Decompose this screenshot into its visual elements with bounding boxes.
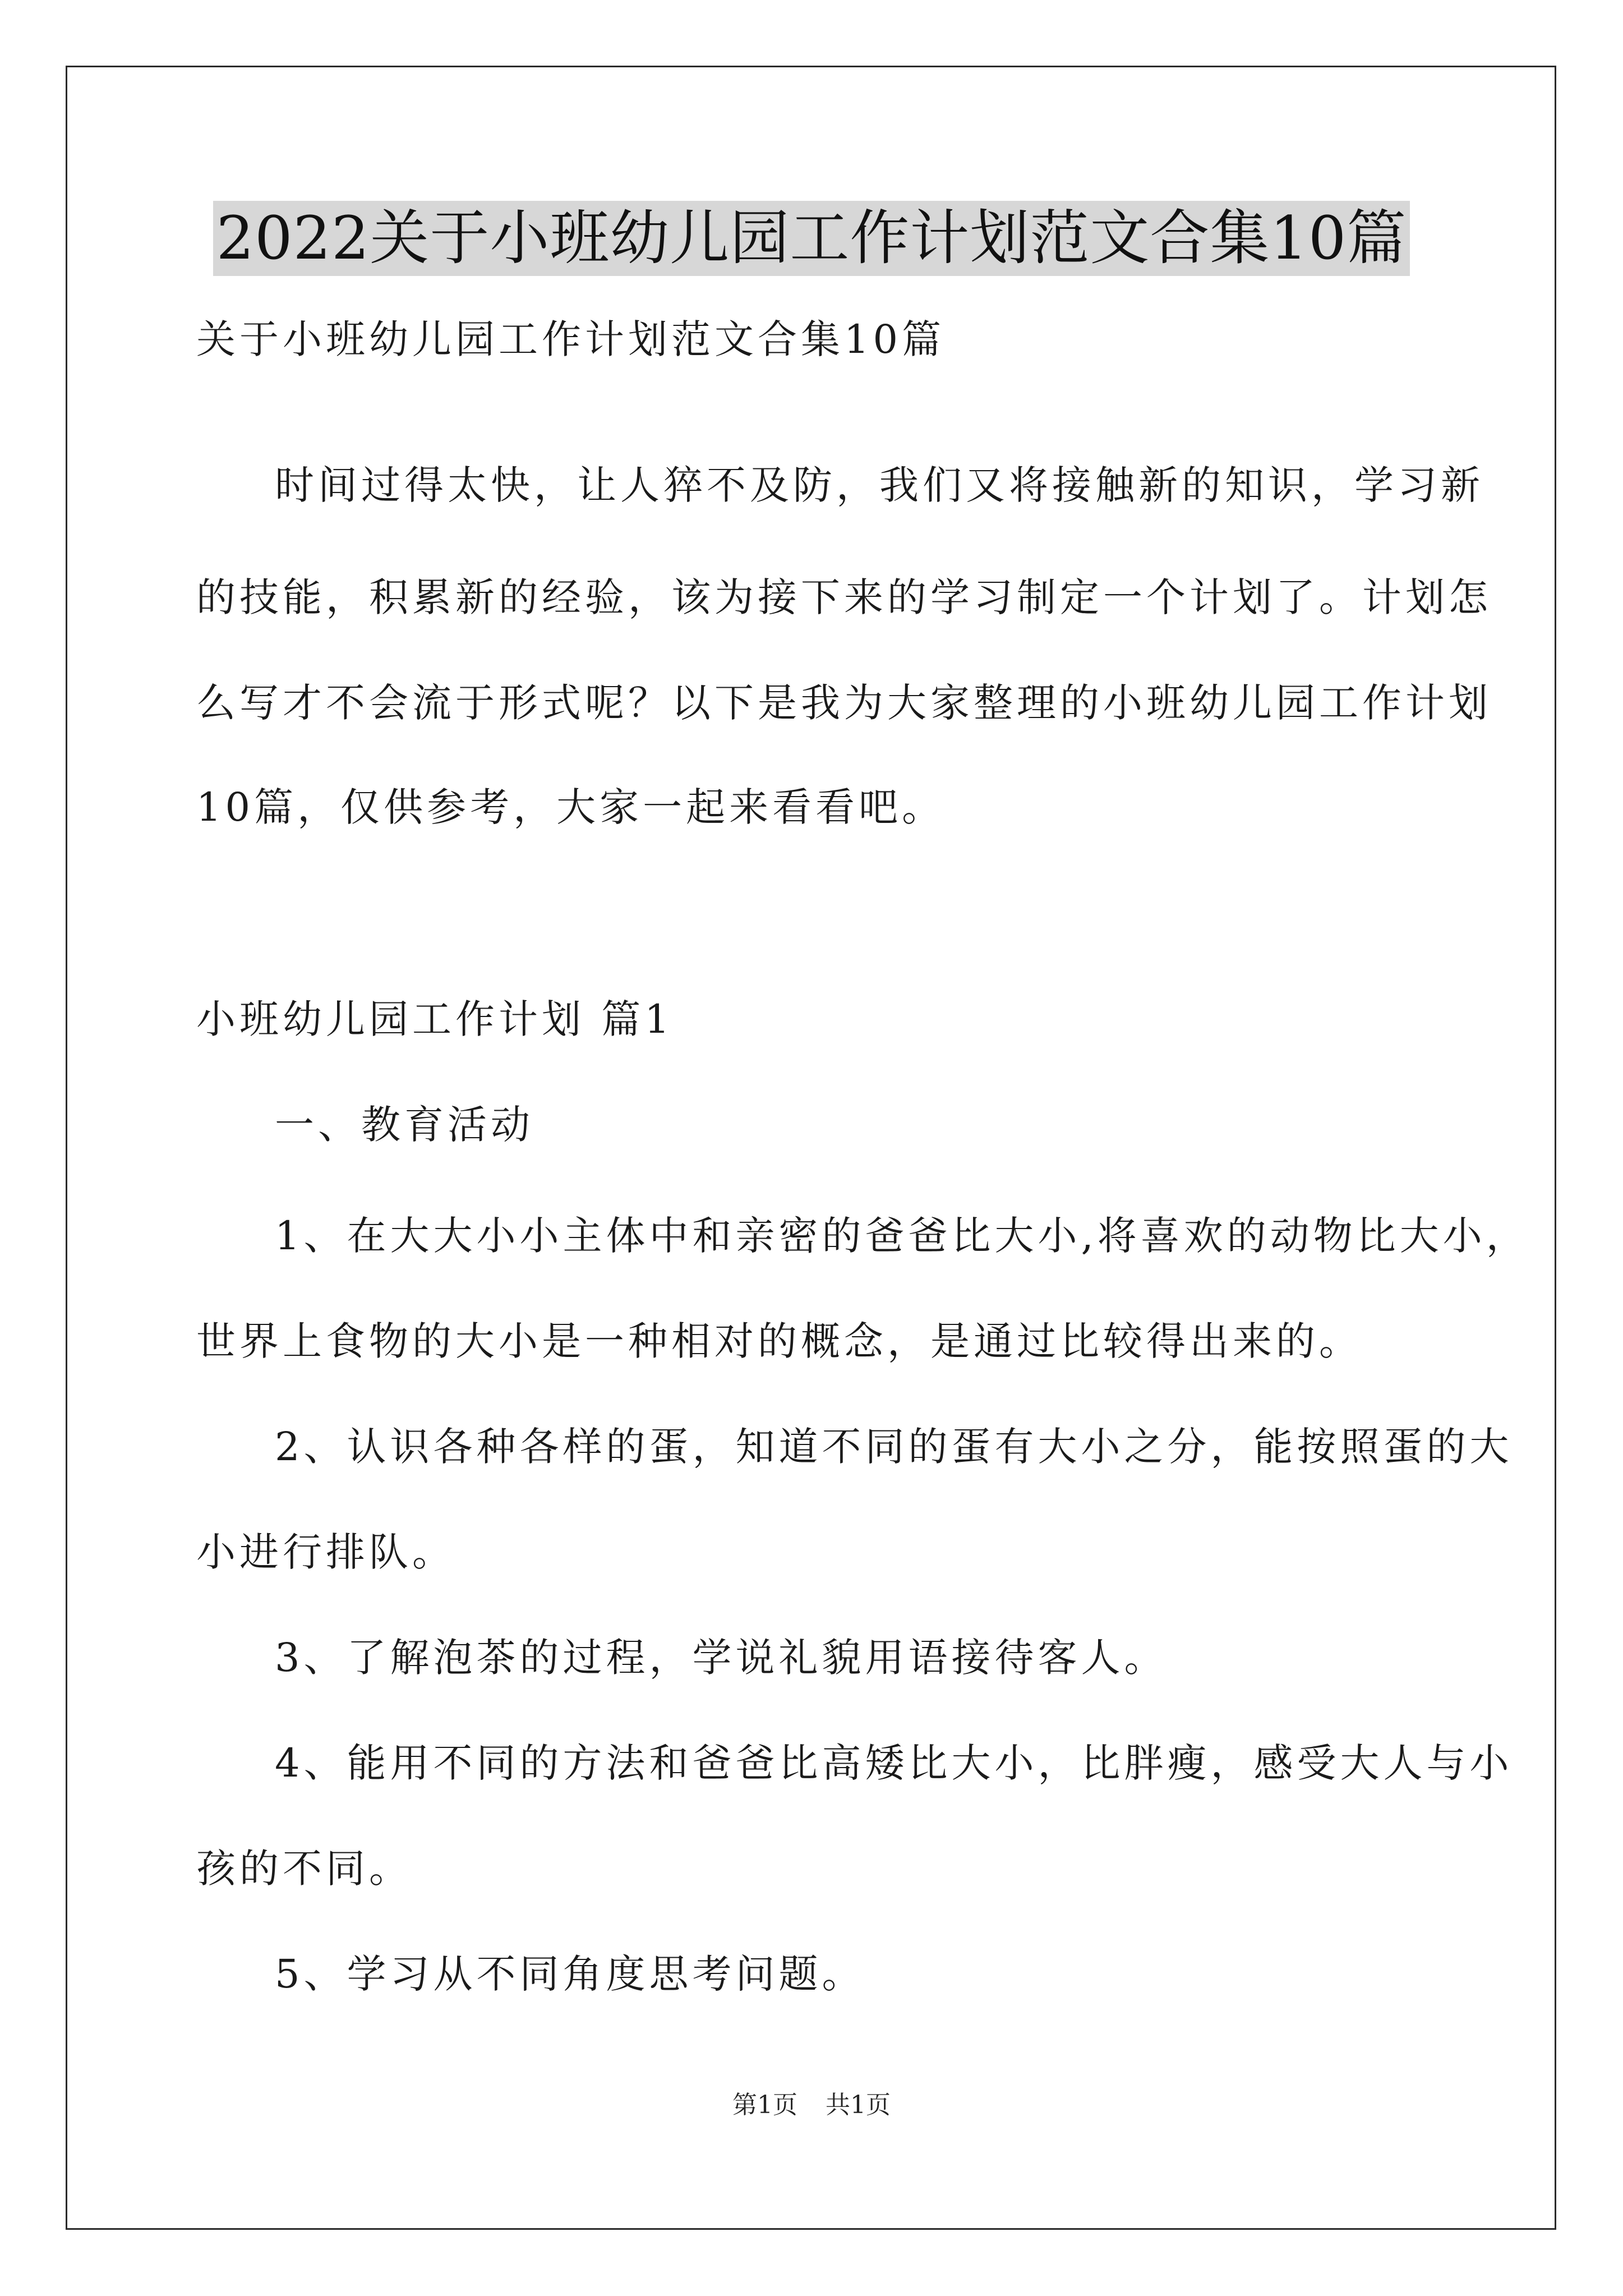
document-title: 2022关于小班幼儿园工作计划范文合集10篇 xyxy=(213,201,1410,276)
intro-line-2: 的技能，积累新的经验，该为接下来的学习制定一个计划了。计划怎 xyxy=(196,574,1492,620)
section-heading: 小班幼儿园工作计划 篇1 xyxy=(196,996,674,1042)
intro-line-4: 10篇，仅供参考，大家一起来看看吧。 xyxy=(196,784,946,830)
item-line-1: 1、在大大小小主体中和亲密的爸爸比大小,将喜欢的动物比大小， xyxy=(275,1213,1529,1259)
item-line-3: 2、认识各种各样的蛋，知道不同的蛋有大小之分，能按照蛋的大 xyxy=(275,1424,1513,1470)
sub-heading: 一、教育活动 xyxy=(275,1102,534,1148)
intro-line-1: 时间过得太快，让人猝不及防，我们又将接触新的知识，学习新 xyxy=(275,462,1484,508)
page-number-current: 第1页 xyxy=(732,2091,797,2119)
title-container xyxy=(0,201,1623,276)
item-line-4: 小进行排队。 xyxy=(196,1529,455,1575)
item-line-8: 5、学习从不同角度思考问题。 xyxy=(275,1951,865,1997)
page-footer xyxy=(0,2090,1623,2121)
page-number-total: 共1页 xyxy=(826,2091,891,2119)
document-subtitle: 关于小班幼儿园工作计划范文合集10篇 xyxy=(196,316,946,362)
intro-line-3: 么写才不会流于形式呢？以下是我为大家整理的小班幼儿园工作计划 xyxy=(196,680,1492,726)
item-line-7: 孩的不同。 xyxy=(196,1846,412,1892)
item-line-2: 世界上食物的大小是一种相对的概念，是通过比较得出来的。 xyxy=(196,1318,1362,1364)
item-line-5: 3、了解泡茶的过程，学说礼貌用语接待客人。 xyxy=(275,1635,1168,1681)
item-line-6: 4、能用不同的方法和爸爸比高矮比大小，比胖瘦，感受大人与小 xyxy=(275,1740,1513,1786)
